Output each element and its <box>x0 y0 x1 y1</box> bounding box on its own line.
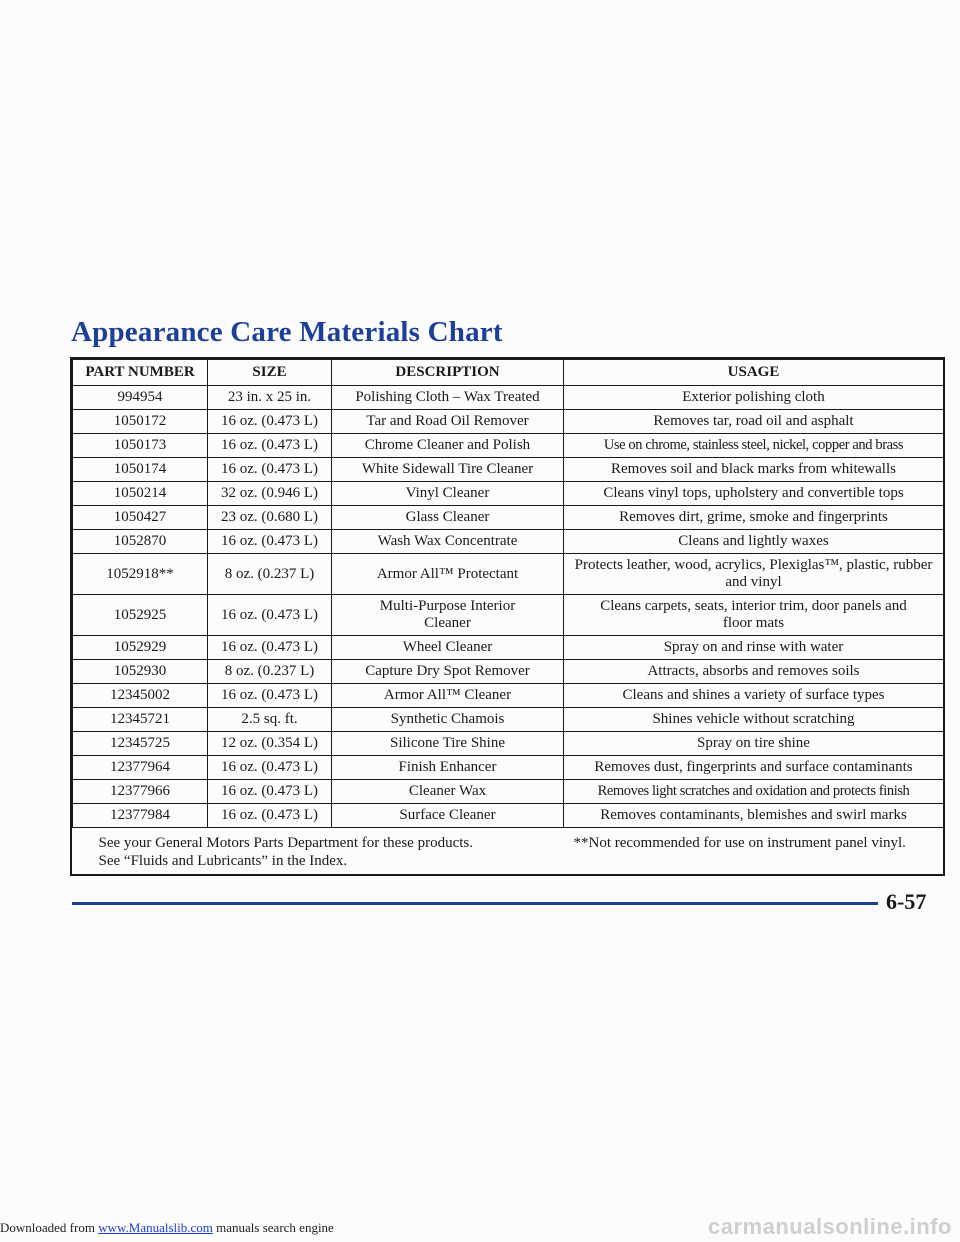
cell-part-number: 1050427 <box>73 506 208 530</box>
cell-size: 16 oz. (0.473 L) <box>208 804 332 828</box>
cell-usage: Cleans and lightly waxes <box>564 530 944 554</box>
cell-usage: Removes dirt, grime, smoke and fingerprints <box>564 506 944 530</box>
cell-usage: Cleans vinyl tops, upholstery and convertible tops <box>564 482 944 506</box>
table-row <box>73 660 944 684</box>
table-row <box>73 530 944 554</box>
cell-usage: Exterior polishing cloth <box>564 386 944 410</box>
table-row <box>73 732 944 756</box>
cell-description: White Sidewall Tire Cleaner <box>332 458 564 482</box>
watermark: carmanualsonline.info <box>708 1214 952 1239</box>
footnote-parts-department <box>73 828 564 872</box>
table-row <box>73 554 944 595</box>
cell-usage: Removes soil and black marks from whitewalls <box>564 458 944 482</box>
cell-size: 16 oz. (0.473 L) <box>208 780 332 804</box>
manualslib-link[interactable]: www.Manualslib.com <box>98 1220 213 1235</box>
cell-part-number: 1052870 <box>73 530 208 554</box>
cell-usage: Removes light scratches and oxidation and protects finish <box>564 780 944 804</box>
table-row <box>73 386 944 410</box>
footnote-line-2: See “Fluids and Lubricants” in the Index. <box>98 853 348 869</box>
cell-description: Tar and Road Oil Remover <box>332 410 564 434</box>
table-row <box>73 434 944 458</box>
table-footnote-row <box>73 828 944 872</box>
care-materials-table <box>72 359 944 872</box>
table-row <box>73 780 944 804</box>
cell-size: 16 oz. (0.473 L) <box>208 636 332 660</box>
cell-part-number: 1052925 <box>73 595 208 636</box>
cell-description: Vinyl Cleaner <box>332 482 564 506</box>
footnote-line-1: See your General Motors Parts Department for these products. <box>98 835 473 851</box>
cell-usage: Removes tar, road oil and asphalt <box>564 410 944 434</box>
cell-usage: Spray on tire shine <box>564 732 944 756</box>
download-suffix: manuals search engine <box>212 1220 334 1235</box>
cell-size: 23 oz. (0.680 L) <box>208 506 332 530</box>
cell-part-number: 12345721 <box>73 708 208 732</box>
cell-size: 16 oz. (0.473 L) <box>208 410 332 434</box>
cell-description: Synthetic Chamois <box>332 708 564 732</box>
table-row <box>73 458 944 482</box>
cell-description: Wheel Cleaner <box>332 636 564 660</box>
cell-description: Surface Cleaner <box>332 804 564 828</box>
cell-part-number: 1052930 <box>73 660 208 684</box>
cell-description: Silicone Tire Shine <box>332 732 564 756</box>
cell-part-number: 1052929 <box>73 636 208 660</box>
cell-description: Armor All™ Cleaner <box>332 684 564 708</box>
cell-size: 16 oz. (0.473 L) <box>208 684 332 708</box>
page-title: Appearance Care Materials Chart <box>71 316 503 348</box>
cell-size: 16 oz. (0.473 L) <box>208 458 332 482</box>
footnote-instrument-panel: **Not recommended for use on instrument panel vinyl. <box>564 828 944 872</box>
cell-description: Armor All™ Protectant <box>332 554 564 595</box>
cell-size: 16 oz. (0.473 L) <box>208 595 332 636</box>
table-row <box>73 756 944 780</box>
cell-description: Capture Dry Spot Remover <box>332 660 564 684</box>
cell-description: Finish Enhancer <box>332 756 564 780</box>
cell-part-number: 12377964 <box>73 756 208 780</box>
cell-usage: Cleans carpets, seats, interior trim, door panels and floor mats <box>564 595 944 636</box>
cell-description: Polishing Cloth – Wax Treated <box>332 386 564 410</box>
cell-description: Wash Wax Concentrate <box>332 530 564 554</box>
table-row <box>73 708 944 732</box>
cell-size: 32 oz. (0.946 L) <box>208 482 332 506</box>
cell-part-number: 1050174 <box>73 458 208 482</box>
header-part-number: PART NUMBER <box>73 360 208 386</box>
download-notice <box>0 1220 334 1236</box>
header-size: SIZE <box>208 360 332 386</box>
table-header-row <box>73 360 944 386</box>
cell-description: Chrome Cleaner and Polish <box>332 434 564 458</box>
download-prefix: Downloaded from <box>0 1220 99 1235</box>
cell-size: 8 oz. (0.237 L) <box>208 554 332 595</box>
cell-size: 2.5 sq. ft. <box>208 708 332 732</box>
cell-usage: Removes contaminants, blemishes and swirl marks <box>564 804 944 828</box>
cell-usage: Spray on and rinse with water <box>564 636 944 660</box>
cell-part-number: 12377966 <box>73 780 208 804</box>
cell-part-number: 1050214 <box>73 482 208 506</box>
table-row <box>73 410 944 434</box>
cell-size: 23 in. x 25 in. <box>208 386 332 410</box>
cell-part-number: 1052918** <box>73 554 208 595</box>
cell-size: 16 oz. (0.473 L) <box>208 756 332 780</box>
cell-part-number: 12345725 <box>73 732 208 756</box>
cell-part-number: 12345002 <box>73 684 208 708</box>
cell-size: 8 oz. (0.237 L) <box>208 660 332 684</box>
cell-usage: Use on chrome, stainless steel, nickel, copper and brass <box>564 434 944 458</box>
cell-description: Cleaner Wax <box>332 780 564 804</box>
table-row <box>73 595 944 636</box>
table-row <box>73 506 944 530</box>
page-number: 6-57 <box>886 889 927 914</box>
cell-part-number: 994954 <box>73 386 208 410</box>
cell-size: 16 oz. (0.473 L) <box>208 434 332 458</box>
header-description: DESCRIPTION <box>332 360 564 386</box>
cell-part-number: 1050173 <box>73 434 208 458</box>
table-row <box>73 482 944 506</box>
cell-size: 12 oz. (0.354 L) <box>208 732 332 756</box>
cell-usage: Cleans and shines a variety of surface types <box>564 684 944 708</box>
footer-rule <box>72 902 878 905</box>
header-usage: USAGE <box>564 360 944 386</box>
cell-part-number: 1050172 <box>73 410 208 434</box>
cell-size: 16 oz. (0.473 L) <box>208 530 332 554</box>
cell-usage: Protects leather, wood, acrylics, Plexiglas™, plastic, rubber and vinyl <box>564 554 944 595</box>
cell-description: Glass Cleaner <box>332 506 564 530</box>
cell-usage: Removes dust, fingerprints and surface contaminants <box>564 756 944 780</box>
cell-description: Multi-Purpose Interior Cleaner <box>332 595 564 636</box>
table-row <box>73 804 944 828</box>
cell-part-number: 12377984 <box>73 804 208 828</box>
table-row <box>73 636 944 660</box>
cell-usage: Shines vehicle without scratching <box>564 708 944 732</box>
cell-usage: Attracts, absorbs and removes soils <box>564 660 944 684</box>
table-row <box>73 684 944 708</box>
